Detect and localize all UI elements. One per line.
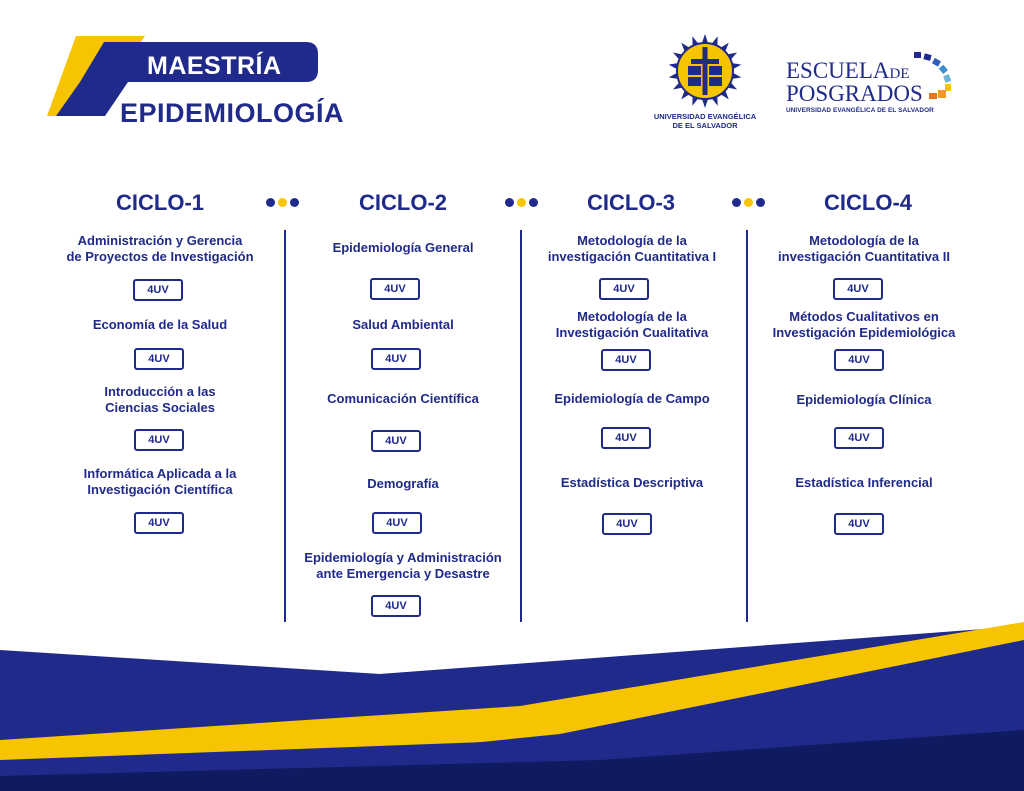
column-divider [746, 230, 748, 622]
dot [744, 198, 753, 207]
uv-badge: 4UV [834, 513, 884, 535]
subject-title: Informática Aplicada a la Investigación Científica [83, 466, 237, 497]
arc-segments-icon [912, 50, 954, 106]
uees-logo [640, 34, 770, 134]
bottom-wave-band [0, 600, 1024, 791]
uv-badge: 4UV [601, 427, 651, 449]
subject-title: Introducción a las Ciencias Sociales [104, 384, 216, 415]
uv-badge: 4UV [834, 427, 884, 449]
ep-word-escuela: ESCUELADE [786, 58, 910, 83]
uees-name [640, 112, 770, 130]
uees-name-line1: UNIVERSIDAD EVANGÉLICA [653, 112, 757, 121]
dot [732, 198, 741, 207]
subject-title: Administración y Gerencia de Proyectos de Investigación [66, 233, 254, 264]
ep-subtitle: UNIVERSIDAD EVANGÉLICA DE EL SALVADOR [786, 107, 934, 114]
uv-badge: 4UV [372, 512, 422, 534]
separator-dots [732, 198, 768, 208]
dot [517, 198, 526, 207]
banner-title-line2: EPIDEMIOLOGÍA [120, 98, 345, 128]
subject-title: Estadística Descriptiva [560, 475, 704, 490]
dot [290, 198, 299, 207]
subject-title: Métodos Cualitativos en Investigación Epidemiológica [772, 309, 956, 340]
uv-badge: 4UV [601, 349, 651, 371]
uees-name-line2: DE EL SALVADOR [672, 121, 738, 130]
banner-title-line1: MAESTRÍA [147, 52, 282, 80]
uv-badge: 4UV [134, 348, 184, 370]
escuela-posgrados-logo [786, 50, 966, 120]
uv-badge: 4UV [134, 429, 184, 451]
subject-title: Comunicación Científica [327, 391, 479, 406]
subject-title: Epidemiología y Administración ante Emergencia y Desastre [304, 550, 502, 581]
column-divider [284, 230, 286, 622]
uv-badge: 4UV [599, 278, 649, 300]
cycle-1-title: CICLO-1 [116, 190, 204, 215]
uv-badge: 4UV [134, 512, 184, 534]
subject-title: Demografía [367, 476, 439, 491]
separator-dots [505, 198, 541, 208]
cycle-4-title: CICLO-4 [824, 190, 912, 215]
cycle-2-title: CICLO-2 [359, 190, 447, 215]
ep-word-de: DE [889, 66, 910, 82]
cycle-3-title: CICLO-3 [587, 190, 675, 215]
uv-badge: 4UV [371, 430, 421, 452]
uv-badge: 4UV [602, 513, 652, 535]
uv-badge: 4UV [371, 348, 421, 370]
separator-dots [266, 198, 302, 208]
dot [266, 198, 275, 207]
program-banner [0, 0, 420, 140]
subject-title: Epidemiología General [332, 240, 474, 255]
subject-title: Metodología de la investigación Cuantitativa I [547, 233, 717, 264]
sun-cross-emblem-icon [669, 34, 741, 108]
dot [505, 198, 514, 207]
column-divider [520, 230, 522, 622]
ep-word-posgrados: POSGRADOS [786, 81, 923, 106]
subject-title: Epidemiología de Campo [554, 391, 710, 406]
subject-title: Metodología de la Investigación Cualitativa [555, 309, 709, 340]
dot [756, 198, 765, 207]
uv-badge: 4UV [833, 278, 883, 300]
subject-title: Salud Ambiental [352, 317, 454, 332]
uv-badge: 4UV [371, 595, 421, 617]
uv-badge: 4UV [834, 349, 884, 371]
uv-badge: 4UV [370, 278, 420, 300]
dot [529, 198, 538, 207]
uv-badge: 4UV [133, 279, 183, 301]
subject-title: Metodología de la investigación Cuantitativa II [778, 233, 950, 264]
subject-title: Economía de la Salud [92, 317, 228, 332]
dot [278, 198, 287, 207]
subject-title: Epidemiología Clínica [796, 392, 932, 407]
subject-title: Estadística Inferencial [795, 475, 933, 490]
